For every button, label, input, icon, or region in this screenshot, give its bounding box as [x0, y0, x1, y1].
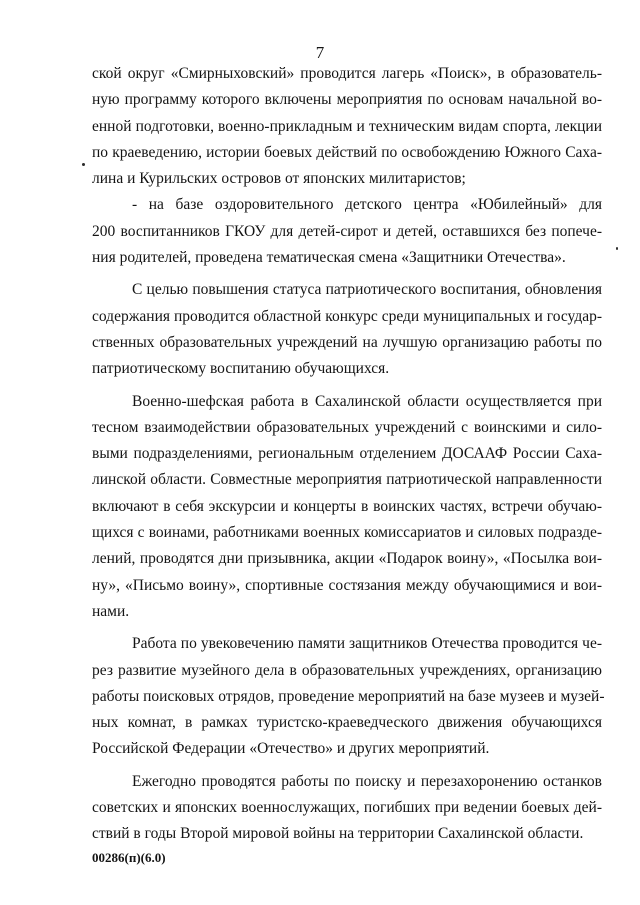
text-line: патриотическому воспитанию обучающихся.: [92, 360, 390, 378]
text-line: щихся с воинами, работниками военных комиссариатов и силовых подразде-: [92, 524, 602, 542]
text-line: ской округ «Смирныховский» проводится лагерь «Поиск», в образователь-: [92, 65, 602, 82]
text-line: 200 воспитанников ГКОУ для детей-сирот и детей, оставшихся без попече-: [92, 222, 602, 240]
text-line: Военно-шефская работа в Сахалинской области осуществляется при: [132, 392, 602, 410]
text-line: выми подразделениями, региональным отделением ДОСААФ России Саха-: [92, 445, 602, 463]
text-line: ственных образовательных учреждений на лучшую организацию работы по: [92, 333, 602, 351]
text-line: лина и Курильских островов от японских милитаристов;: [92, 170, 466, 188]
scan-speck: [616, 247, 618, 250]
text-line: ную программу которого включены мероприятия по основам начальной во-: [92, 91, 602, 109]
text-line: лений, проводятся дни призывника, акции «Подарок воину», «Посылка вои-: [92, 550, 602, 568]
text-line: советских и японских военнослужащих, погибших при ведении боевых дей-: [92, 799, 602, 817]
text-line: Работа по увековечению памяти защитников Отечества проводится че-: [132, 635, 602, 653]
document-body: [92, 61, 605, 848]
text-line: ствий в годы Второй мировой войны на территории Сахалинской области.: [92, 825, 584, 843]
text-line: по краеведению, истории боевых действий по освобождению Южного Саха-: [92, 143, 602, 161]
document-code: 00286(п)(6.0): [92, 850, 166, 865]
paragraph-memory-work: [92, 631, 605, 762]
text-line: енной подготовки, военно-прикладным и техническим видам спорта, лекции: [92, 117, 602, 135]
scan-speck: [82, 163, 85, 166]
text-line: Российской Федерации «Отечество» и других мероприятий.: [92, 740, 490, 758]
text-line: рез развитие музейного дела в образовательных учреждениях, организацию: [92, 661, 602, 679]
text-line: ных комнат, в рамках туристско-краеведческого движения обучающихся: [92, 714, 602, 732]
text-line: Ежегодно проводятся работы по поиску и перезахоронению останков: [132, 772, 602, 790]
text-line: - на базе оздоровительного детского центра «Юбилейный» для: [132, 196, 602, 214]
text-line: нами.: [92, 602, 130, 620]
paragraph-camp-poisk: [92, 61, 602, 192]
paragraph-military-patronage: [92, 389, 602, 626]
text-line: тесном взаимодействии образовательных учреждений с воинскими и сило-: [92, 418, 602, 436]
text-line: включают в себя экскурсии и концерты в воинских частях, встречи обучаю-: [92, 497, 602, 515]
paragraph-yubileiny-center: [92, 192, 602, 271]
text-line: ну», «Письмо воину», спортивные состязания между обучающимися и вои-: [92, 576, 602, 594]
text-line: С целью повышения статуса патриотического воспитания, обновления: [132, 281, 602, 299]
text-line: ния родителей, проведена тематическая смена «Защитники Отечества».: [92, 249, 566, 267]
paragraph-reburial: [92, 769, 602, 848]
text-line: работы поисковых отрядов, проведение мероприятий на базе музеев и музей-: [92, 687, 605, 705]
text-line: линской области. Совместные мероприятия патриотической направленности: [92, 471, 602, 489]
page-number: 7: [315, 43, 325, 62]
text-line: содержания проводится областной конкурс среди муниципальных и государ-: [92, 307, 602, 325]
paragraph-competition: [92, 277, 602, 382]
